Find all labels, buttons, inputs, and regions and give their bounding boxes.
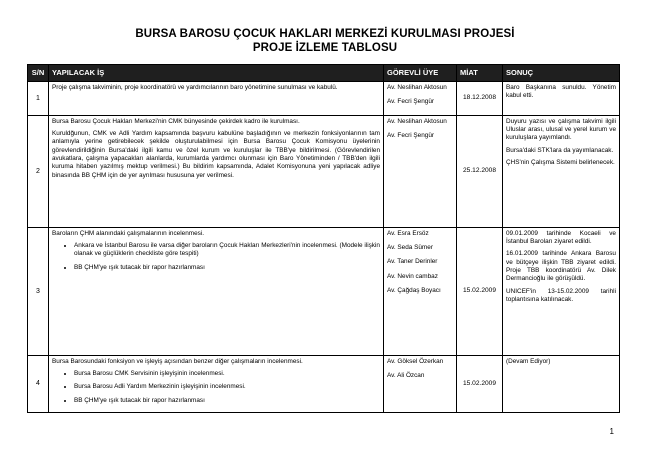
task-bullet-list [52, 370, 380, 405]
task-bullet: • BB ÇHM'ye ışık tutacak bir rapor hazırlanması [74, 264, 380, 272]
result-paragraph: Bursa'daki STK'lara da yayımlanacak. [506, 146, 614, 154]
task-bullet: • Bursa Barosu CMK Servisinin işleyişinin incelenmesi. [74, 370, 380, 378]
row-date: 25.12.2008 [457, 115, 503, 227]
row-sn: 3 [28, 227, 49, 355]
task-bullet: • Ankara ve İstanbul Barosu ile varsa diğer baroların Çocuk Hakları Merkezleri'nin incelenmesi. (Modele ilişkin olanak ve güçlüklerin checkliste göre tespiti) [74, 242, 380, 259]
row-date: 15.02.2009 [457, 227, 503, 355]
row-sn: 2 [28, 115, 49, 227]
task-bullet: • BB ÇHM'ye ışık tutacak bir rapor hazırlanması [74, 397, 380, 405]
row-date: 15.02.2009 [457, 355, 503, 412]
table-row [28, 82, 620, 116]
header-sn: S/N [28, 65, 49, 82]
page-number: 1 [609, 427, 614, 436]
member-name: Av. Seda Sümer [387, 243, 433, 251]
table-row [28, 227, 620, 355]
row-result [503, 115, 620, 227]
member-name: Av. Neslihan Aktosun [387, 84, 447, 91]
result-paragraph: 09.01.2009 tarihinde Kocaeli ve İstanbul Baroları ziyaret edildi. [506, 229, 616, 245]
row-members [384, 82, 457, 116]
row-result [503, 227, 620, 355]
row-members [384, 227, 457, 355]
row-sn: 4 [28, 355, 49, 412]
document-title: BURSA BAROSU ÇOCUK HAKLARI MERKEZİ KURULMASI PROJESİ [135, 28, 515, 40]
row-members [384, 115, 457, 227]
row-task [49, 82, 384, 116]
task-paragraph: Kuruldğunun, CMK ve Adli Yardım kapsamında başvuru kabulüne başladığının ve merkezin fonksiyonlarının tam anlamıyla yerine getirebilecek şekilde oluşturulabilmesi için Bursa Barosu Çocuk Komisyonu üyelerinin görevlendirildiğinin Bursa'daki ilgili kamu ve özel kurum ve kuruluşlar ile TBB'ye bildirilmesi. (Görevlendirilen avukatlara, çalışma yapacakları alanlarda, kurumlarda yardımcı olunması için Baro Yönetiminden / TBB'den ilgili kuruma hitaben yazılmış mektup verilmesi.) Bu bildirim kapsamında, Adalet Komisyonuna yeni yapılacak adliye binasında BB ÇHM için de yer ayrılması hususuna yer verilmesi. [52, 129, 380, 179]
task-paragraph: Bursa Barosu Çocuk Hakları Merkezi'nin CMK bünyesinde çekirdek kadro ile kurulması. [52, 117, 300, 125]
member-name: Av. Taner Derinler [387, 258, 438, 266]
member-name: Av. Ali Özcan [387, 371, 425, 379]
header-date: MİAT [457, 65, 503, 82]
header-result: SONUÇ [503, 65, 620, 82]
member-name: Av. Neslihan Aktosun [387, 117, 447, 125]
row-result [503, 82, 620, 116]
member-name: Av. Göksel Özerkan [387, 357, 444, 365]
tracking-table [27, 64, 620, 413]
result-paragraph: ÇHS'nin Çalışma Sistemi belirlenecek. [506, 158, 615, 166]
row-sn: 1 [28, 82, 49, 116]
task-paragraph: Baroların ÇHM alanındaki çalışmalarının incelenmesi. [52, 229, 205, 237]
task-paragraph: Proje çalışma takviminin, proje koordinatörü ve yardımcılarının baro yönetimine sunulması ve kabulü. [52, 84, 338, 91]
header-task: YAPILACAK İŞ [49, 65, 384, 82]
member-name: Av. Nevin cambaz [387, 272, 438, 280]
member-name: Av. Fecri Şengür [387, 131, 435, 139]
row-result [503, 355, 620, 412]
task-bullet-list [52, 242, 380, 272]
member-name: Av. Fecri Şengür [387, 98, 435, 106]
table-header-row [28, 65, 620, 82]
table-row [28, 115, 620, 227]
result-paragraph: Baro Başkanına sunuldu. Yönetim kabul etti. [506, 84, 616, 100]
result-paragraph: 16.01.2009 tarihinde Ankara Barosu ve bütçeye ilişkin TBB ziyaret edildi. Proje TBB koordinatörü Av. Dilek Dermancioğlu ile görüşüldü. [506, 250, 616, 283]
row-date: 18.12.2008 [457, 82, 503, 116]
result-paragraph: (Devam Ediyor) [506, 357, 551, 365]
member-name: Av. Çağdaş Boyacı [387, 286, 441, 294]
document-subtitle: PROJE İZLEME TABLOSU [252, 42, 398, 54]
task-bullet: • Bursa Barosu Adli Yardım Merkezinin işleyişinin incelenmesi. [74, 383, 380, 391]
result-paragraph: UNICEF'in 13-15.02.2009 tarihli toplantısına katılınacak. [506, 287, 616, 303]
header-members: GÖREVLİ ÜYE [384, 65, 457, 82]
result-paragraph: Duyuru yazısı ve çalışma takvimi ilgili Uluslar arası, ulusal ve yerel kurum ve kuruluşlara yayımlandı. [506, 117, 616, 142]
row-task [49, 115, 384, 227]
row-members [384, 355, 457, 412]
task-paragraph: Bursa Barosundaki fonksiyon ve işleyiş açısından benzer diğer çalışmaların incelenmesi. [52, 357, 303, 365]
member-name: Av. Esra Ersöz [387, 229, 429, 237]
row-task [49, 355, 384, 412]
table-row [28, 355, 620, 412]
row-task [49, 227, 384, 355]
